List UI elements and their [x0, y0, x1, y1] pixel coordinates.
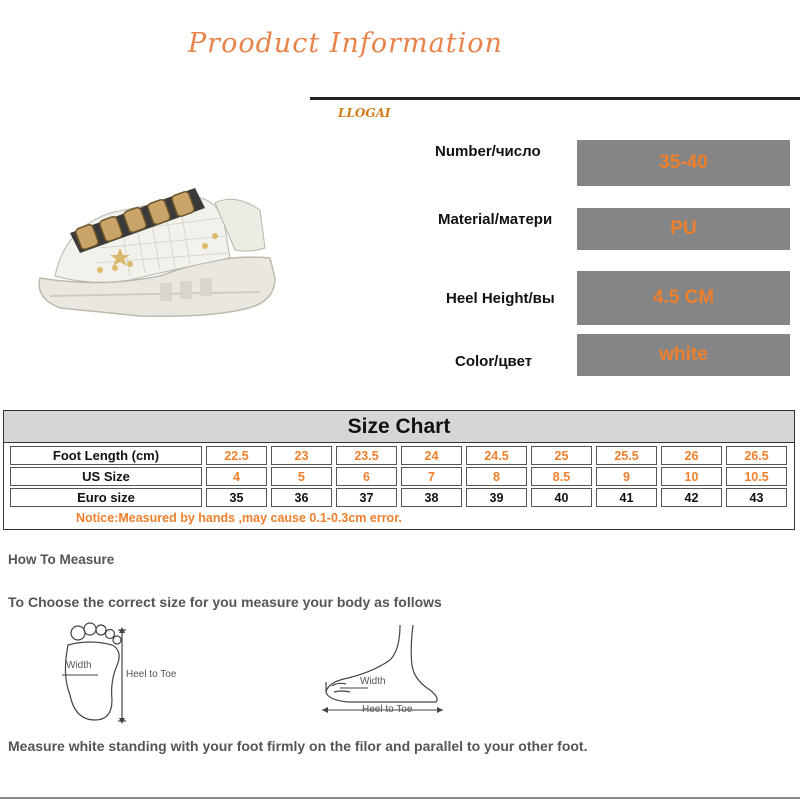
table-row	[10, 488, 787, 507]
table-cell: 7	[401, 467, 462, 486]
spec-material-label: Material/матери	[438, 211, 553, 228]
row-label: US Size	[10, 467, 202, 486]
row-label: Foot Length (cm)	[10, 446, 202, 465]
spec-color-label: Color/цвет	[455, 353, 533, 370]
table-cell: 23	[271, 446, 332, 465]
table-cell: 8.5	[531, 467, 592, 486]
table-row	[10, 467, 787, 486]
width-label: Width	[66, 660, 92, 671]
spec-number-value: 35-40	[577, 140, 790, 186]
heel-to-toe-label: Heel to Toe	[126, 669, 177, 680]
page-title: Prooduct Information	[188, 28, 503, 59]
table-cell: 10	[661, 467, 722, 486]
table-cell: 35	[206, 488, 267, 507]
size-chart-title: Size Chart	[4, 411, 794, 443]
table-cell: 24.5	[466, 446, 527, 465]
table-cell: 5	[271, 467, 332, 486]
table-cell: 38	[401, 488, 462, 507]
table-cell: 26.5	[726, 446, 787, 465]
size-notice: Notice:Measured by hands ,may cause 0.1-0.3cm error.	[76, 511, 402, 525]
brand-label: LLOGAI	[338, 106, 391, 120]
row-label: Euro size	[10, 488, 202, 507]
measure-instruction: Measure white standing with your foot firmly on the filor and parallel to your other foot.	[8, 738, 588, 754]
size-chart	[3, 410, 795, 530]
table-row	[10, 446, 787, 465]
table-cell: 41	[596, 488, 657, 507]
table-cell: 9	[596, 467, 657, 486]
table-cell: 23.5	[336, 446, 397, 465]
table-cell: 4	[206, 467, 267, 486]
table-cell: 39	[466, 488, 527, 507]
table-cell: 37	[336, 488, 397, 507]
table-cell: 26	[661, 446, 722, 465]
table-cell: 10.5	[726, 467, 787, 486]
table-cell: 40	[531, 488, 592, 507]
table-cell: 8	[466, 467, 527, 486]
table-cell: 6	[336, 467, 397, 486]
spec-heel-value: 4.5 CM	[577, 271, 790, 325]
heel-to-toe-label-side: Heel to Toe	[362, 704, 413, 715]
table-cell: 25	[531, 446, 592, 465]
measure-subheading: To Choose the correct size for you measure your body as follows	[8, 594, 442, 610]
table-cell: 43	[726, 488, 787, 507]
measure-heading: How To Measure	[8, 552, 115, 567]
spec-heel-label: Heel Height/вы	[446, 290, 555, 307]
title-rule	[310, 97, 800, 100]
sandal-image	[20, 158, 290, 323]
table-cell: 22.5	[206, 446, 267, 465]
spec-number-label: Number/число	[435, 143, 541, 160]
bottom-rule	[0, 797, 800, 799]
spec-material-value: PU	[577, 208, 790, 250]
table-cell: 42	[661, 488, 722, 507]
table-cell: 36	[271, 488, 332, 507]
spec-color-value: white	[577, 334, 790, 376]
width-label-side: Width	[360, 676, 386, 687]
table-cell: 25.5	[596, 446, 657, 465]
table-cell: 24	[401, 446, 462, 465]
size-table	[6, 444, 791, 509]
